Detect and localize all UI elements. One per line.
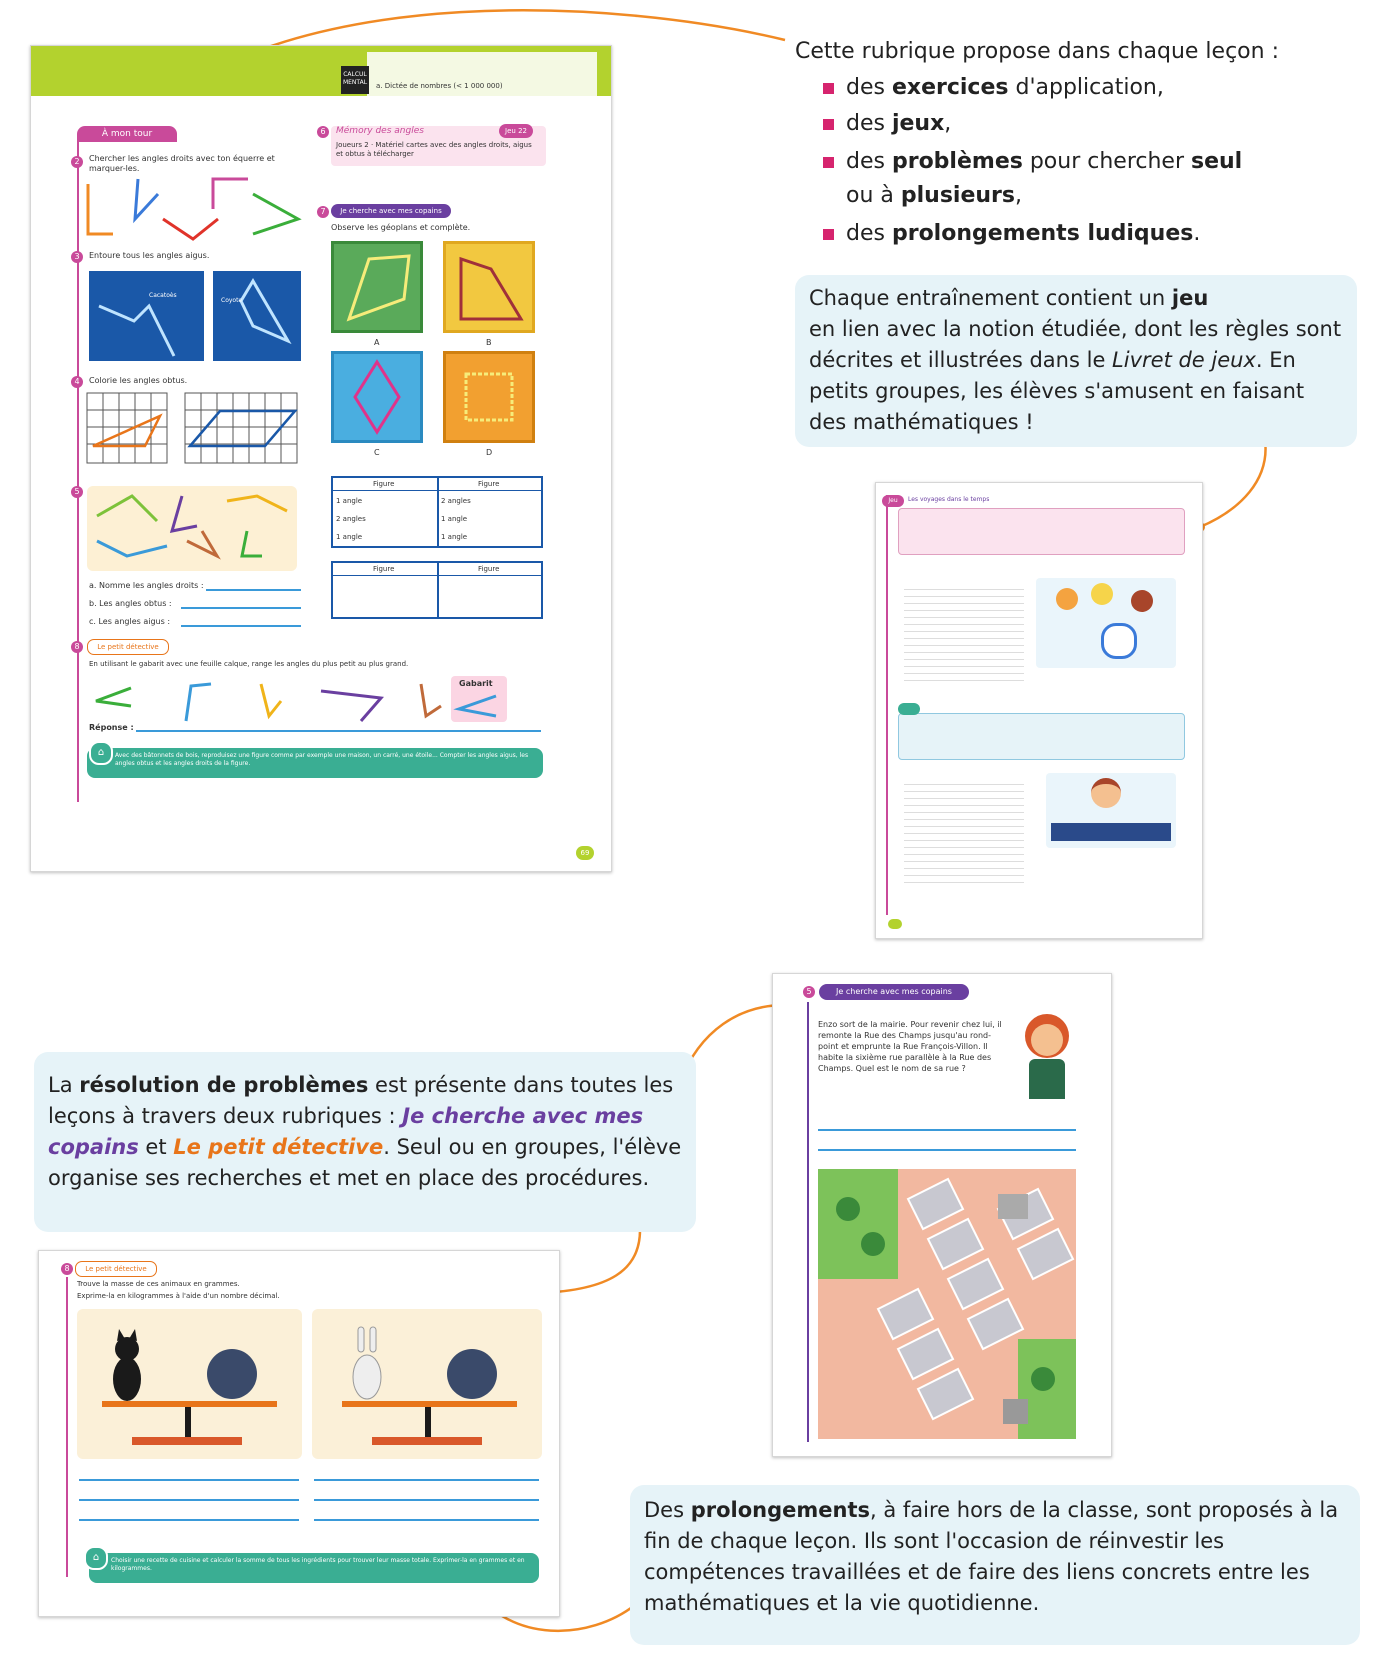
- petit-detective-page-thumbnail: [38, 1250, 560, 1617]
- geoplan-label: C: [374, 448, 380, 457]
- jeu-rules-box: [898, 508, 1185, 555]
- text-lines: [904, 583, 1024, 683]
- ex4-text: Colorie les angles obtus.: [89, 376, 188, 385]
- exercise-number: 7: [317, 206, 329, 218]
- table-cell: 1 angle: [336, 497, 363, 505]
- kids-illustration: [1036, 578, 1176, 668]
- bullet-item: des prolongements ludiques.: [823, 217, 1335, 251]
- exercise-number: 2: [71, 156, 83, 168]
- ex6-jeu-badge: Jeu 22: [499, 124, 533, 138]
- answer-line: [206, 589, 301, 591]
- answer-line: [79, 1479, 299, 1481]
- exercise-number: 5: [71, 486, 83, 498]
- table-cell: 1 angle: [441, 533, 468, 541]
- ex5-a: a. Nomme les angles droits :: [89, 581, 204, 590]
- callout-prolongements: Des prolongements, à faire hors de la classe, sont proposés à la fin de chaque leçon. Ils sont l'occasion de réinvestir les compétences travaillées et de faire des liens concrets entre les mathématiques et la vie quotidienne.: [630, 1485, 1360, 1645]
- geoplan-label: D: [486, 448, 493, 457]
- jeu-page-number: [888, 919, 902, 929]
- bullet-item: des jeux,: [823, 107, 1335, 141]
- figure-table: [331, 476, 543, 548]
- ex2-text: Chercher les angles droits avec ton équerre et marquer-les.: [89, 154, 275, 173]
- detective-line1: Trouve la masse de ces animaux en grammes.: [77, 1280, 240, 1288]
- answer-line: [136, 730, 541, 732]
- answer-line: [314, 1499, 539, 1501]
- answer-line: [818, 1129, 1076, 1131]
- ex3-image-right: [213, 271, 301, 361]
- geoplan-a: [331, 241, 423, 333]
- table-head: Figure: [478, 480, 500, 488]
- story-text: Enzo sort de la mairie. Pour revenir chez lui, il remonte la Rue des Champs jusqu'au rond-point et emprunte la Rue François-Villon. Il habite la sixième rue parallèle à la Rue des Champs. Quel est le nom de sa rue ?: [818, 1020, 1002, 1073]
- gabarit-angle: [451, 691, 507, 721]
- table-head: Figure: [373, 480, 395, 488]
- left-rail: [77, 142, 79, 802]
- callout-jeu: Chaque entraînement contient un jeu en lien avec la notion étudiée, dont les règles sont décrites et illustrées dans le Livret de jeux. En petits groupes, les élèves s'amusent en faisant des mathématiques !: [795, 275, 1357, 447]
- ex3-text: Entoure tous les angles aigus.: [89, 251, 210, 260]
- figure-table-2: [331, 561, 543, 619]
- connector-jeu: [1200, 440, 1266, 527]
- geoplan-b: [443, 241, 535, 333]
- reponse-label: Réponse :: [89, 723, 134, 732]
- scale-cat-panel: [77, 1309, 302, 1459]
- detective-line2: Exprime-la en kilogrammes à l'aide d'un nombre décimal.: [77, 1292, 280, 1300]
- table-head: Figure: [478, 565, 500, 573]
- rubrique-intro: [795, 35, 1335, 251]
- answer-line: [818, 1149, 1076, 1151]
- callout-problemes: La résolution de problèmes est présente dans toutes les leçons à travers deux rubriques : Je cherche avec mes copains et Le petit détective. Seul ou en groupes, l'élève organise ses recherches et met en place des procédures.: [34, 1052, 696, 1232]
- jeu-rail: [886, 495, 888, 915]
- text-lines: [904, 778, 1024, 888]
- detective-footer-text: Choisir une recette de cuisine et calculer la somme de tous les ingrédients pour trouver leur masse totale. Exprimer-la en grammes et en kilogrammes.: [111, 1557, 525, 1572]
- gabarit-label: Gabarit: [459, 679, 493, 688]
- jeu-badge: Jeu: [882, 495, 904, 507]
- table-cell: 2 angles: [441, 497, 471, 505]
- section-tab: À mon tour: [77, 126, 177, 142]
- geoplan-label: A: [374, 338, 380, 347]
- exercise-number: 3: [71, 251, 83, 263]
- boy-illustration: [1046, 773, 1176, 848]
- detective-tab: Le petit détective: [75, 1261, 157, 1277]
- ex7-text: Observe les géoplans et complète.: [331, 223, 471, 232]
- table-cell: 1 angle: [336, 533, 363, 541]
- footer-text: Avec des bâtonnets de bois, reproduisez une figure comme par exemple une maison, un carré, une étoile... Compter les angles aigus, les angles obtus et les angles droits de la figure.: [115, 752, 529, 767]
- ex6-text: Joueurs 2 · Matériel cartes avec des angles droits, aigus et obtus à télécharger: [336, 141, 532, 158]
- bullet-item: des exercices d'application,: [823, 71, 1335, 105]
- jeu-page-thumbnail: [875, 482, 1203, 939]
- ex8-tab: Le petit détective: [87, 639, 169, 655]
- ex4-grids: [85, 391, 315, 471]
- answer-line: [79, 1499, 299, 1501]
- table-cell: 1 angle: [441, 515, 468, 523]
- ex8-text: En utilisant le gabarit avec une feuille calque, range les angles du plus petit au plus grand.: [89, 660, 409, 668]
- ex5-panel: [87, 486, 297, 571]
- jeu-title: Les voyages dans le temps: [908, 496, 990, 503]
- exercise-number: 6: [317, 126, 329, 138]
- je-cherche-page-thumbnail: [772, 973, 1112, 1457]
- je-cherche-tab: Je cherche avec mes copains: [819, 984, 969, 1000]
- exercise-number: 5: [803, 986, 815, 998]
- bullet-item: des problèmes pour chercher seul ou à plusieurs,: [823, 145, 1335, 213]
- jeu-badge-2: [898, 703, 920, 715]
- ex6-title: Mémory des angles: [336, 126, 424, 136]
- answer-line: [181, 625, 301, 627]
- geoplan-label: B: [486, 338, 492, 347]
- answer-line: [314, 1479, 539, 1481]
- page-number: 69: [576, 846, 594, 860]
- answer-line: [79, 1519, 299, 1521]
- jeu-rules-box-2: [898, 713, 1185, 760]
- ex8-angles: [91, 676, 511, 726]
- house-icon: ⌂: [89, 741, 113, 765]
- story-rail: [807, 1002, 809, 1442]
- geoplan-d: [443, 351, 535, 443]
- ex7-tab: Je cherche avec mes copains: [331, 204, 451, 218]
- ex5-c: c. Les angles aigus :: [89, 617, 171, 626]
- ex2-angles: [83, 174, 313, 254]
- lesson-page-thumbnail: [30, 45, 612, 872]
- calcul-mental-badge: CALCUL MENTAL: [341, 66, 369, 94]
- header-text: a. Dictée de nombres (< 1 000 000): [376, 82, 503, 90]
- exercise-number: 8: [71, 641, 83, 653]
- exercise-number: 8: [61, 1263, 73, 1275]
- answer-line: [181, 607, 301, 609]
- geoplan-c: [331, 351, 423, 443]
- exercise-number: 4: [71, 376, 83, 388]
- boy-avatar: [1013, 1014, 1083, 1104]
- house-icon: ⌂: [84, 1546, 108, 1570]
- ex5-b: b. Les angles obtus :: [89, 599, 172, 608]
- ex3-label: Cacatoès: [149, 292, 177, 299]
- table-head: Figure: [373, 565, 395, 573]
- ex3-label: Coyote: [221, 297, 243, 304]
- answer-line: [314, 1519, 539, 1521]
- table-cell: 2 angles: [336, 515, 366, 523]
- ex3-image-left: [89, 271, 204, 361]
- detective-rail: [66, 1277, 68, 1577]
- intro-lead: Cette rubrique propose dans chaque leçon :: [795, 39, 1279, 64]
- scale-rabbit-panel: [312, 1309, 542, 1459]
- street-map: [818, 1169, 1076, 1439]
